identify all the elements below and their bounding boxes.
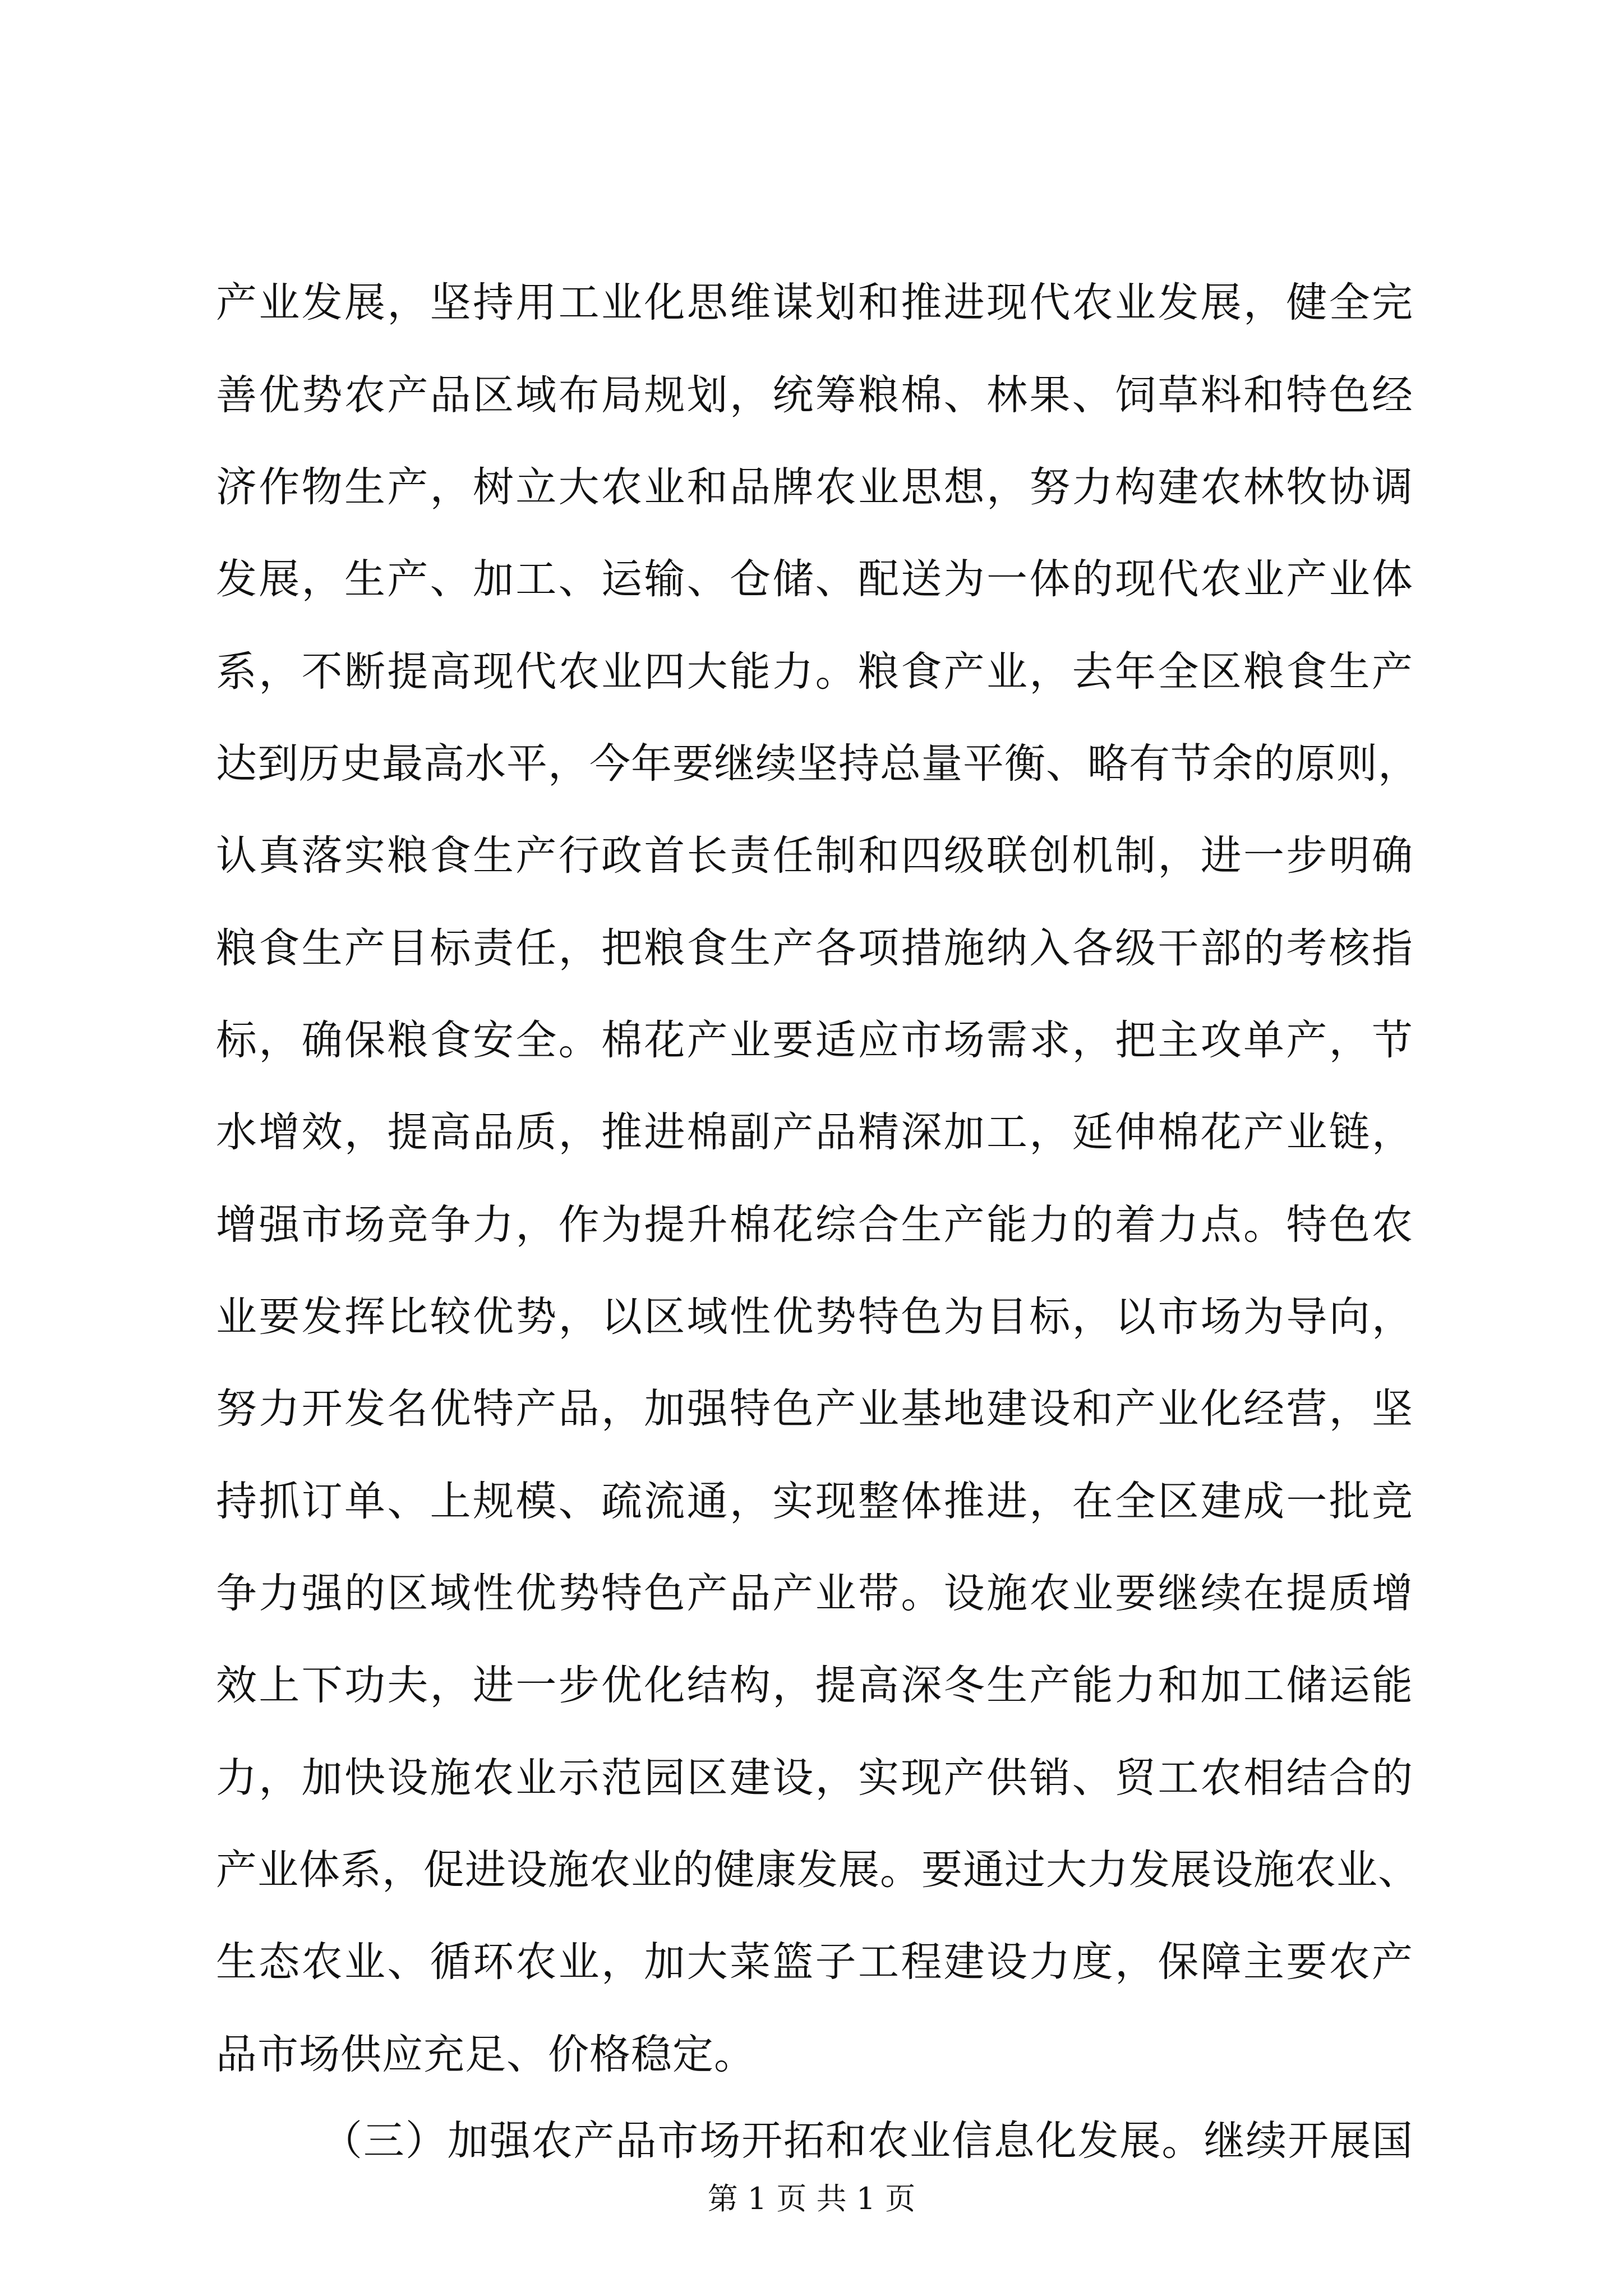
text-line: 善优势农产品区域布局规划，统筹粮棉、林果、饲草料和特色经	[216, 371, 1413, 419]
text-line: 生态农业、循环农业，加大菜篮子工程建设力度，保障主要农产	[216, 1938, 1413, 1986]
text-line: 发展，生产、加工、运输、仓储、配送为一体的现代农业产业体	[216, 555, 1413, 603]
text-line: 系，不断提高现代农业四大能力。粮食产业，去年全区粮食生产	[216, 648, 1413, 696]
text-line: 持抓订单、上规模、疏流通，实现整体推进，在全区建成一批竞	[216, 1478, 1413, 1525]
text-line: 达到历史最高水平，今年要继续坚持总量平衡、略有节余的原则，	[216, 740, 1419, 788]
text-line: 业要发挥比较优势，以区域性优势特色为目标，以市场为导向，	[216, 1293, 1413, 1341]
text-line: 增强市场竞争力，作为提升棉花综合生产能力的着力点。特色农	[216, 1201, 1413, 1249]
text-line: 努力开发名优特产品，加强特色产业基地建设和产业化经营，坚	[216, 1385, 1413, 1433]
section-heading-line: （三）加强农产品市场开拓和农业信息化发展。继续开展国	[321, 2117, 1413, 2165]
text-line: 济作物生产，树立大农业和品牌农业思想，努力构建农林牧协调	[216, 463, 1413, 511]
text-line: 标，确保粮食安全。棉花产业要适应市场需求，把主攻单产，节	[216, 1016, 1413, 1064]
text-line: 水增效，提高品质，推进棉副产品精深加工，延伸棉花产业链，	[216, 1108, 1413, 1156]
text-line: 认真落实粮食生产行政首长责任制和四级联创机制，进一步明确	[216, 832, 1413, 880]
text-line: 产业发展，坚持用工业化思维谋划和推进现代农业发展，健全完	[216, 279, 1413, 326]
text-line: 粮食生产目标责任，把粮食生产各项措施纳入各级干部的考核指	[216, 924, 1413, 972]
text-line: 产业体系，促进设施农业的健康发展。要通过大力发展设施农业、	[216, 1846, 1419, 1894]
text-line: 品市场供应充足、价格稳定。	[216, 2031, 755, 2078]
page-number-footer: 第 1 页 共 1 页	[707, 2181, 916, 2216]
text-line: 力，加快设施农业示范园区建设，实现产供销、贸工农相结合的	[216, 1754, 1413, 1802]
text-line: 效上下功夫，进一步优化结构，提高深冬生产能力和加工储运能	[216, 1662, 1413, 1709]
text-line: 争力强的区域性优势特色产品产业带。设施农业要继续在提质增	[216, 1570, 1413, 1617]
